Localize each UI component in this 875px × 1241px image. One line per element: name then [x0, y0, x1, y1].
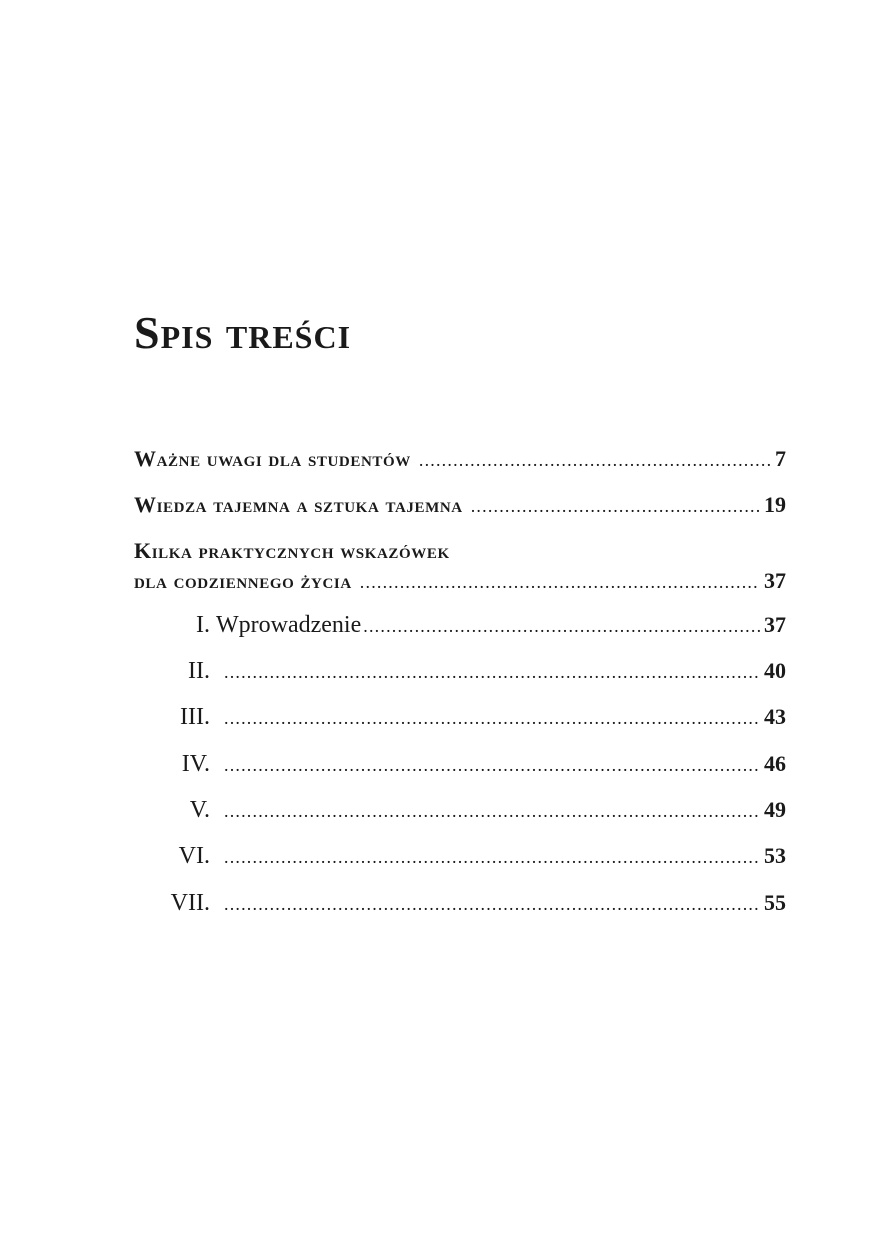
toc-entry[interactable]	[134, 568, 786, 594]
toc-page-number: 53	[764, 843, 786, 868]
toc-subentry[interactable]	[134, 843, 786, 870]
dot-leader	[419, 450, 771, 471]
toc-page-number: 37	[764, 568, 786, 593]
dot-leader	[471, 496, 760, 517]
toc-page-number: 37	[764, 612, 786, 637]
toc-entry[interactable]	[134, 492, 786, 518]
toc-subentry[interactable]	[134, 751, 786, 778]
toc-subentry[interactable]	[134, 612, 786, 639]
dot-leader	[224, 662, 760, 683]
toc-entry-label-line2: dla codziennego życia	[134, 568, 352, 593]
dot-leader	[224, 801, 760, 822]
roman-numeral: II.	[188, 658, 210, 684]
dot-leader	[224, 755, 760, 776]
toc-page-number: 7	[775, 446, 786, 471]
toc-page-number: 55	[764, 890, 786, 915]
dot-leader	[224, 708, 760, 729]
toc-entry-label: Wiedza tajemna a sztuka tajemna	[134, 492, 463, 517]
toc-subentry[interactable]	[134, 797, 786, 824]
toc-page-number: 43	[764, 704, 786, 729]
toc-page-number: 19	[764, 492, 786, 517]
toc-page-number: 46	[764, 751, 786, 776]
roman-numeral: I.	[196, 612, 210, 638]
dot-leader	[224, 847, 760, 868]
toc-subentry[interactable]	[134, 704, 786, 731]
roman-numeral: VII.	[170, 890, 210, 916]
toc-entry[interactable]	[134, 446, 786, 472]
toc-entry-label-line1: Kilka praktycznych wskazówek	[134, 538, 450, 563]
roman-numeral: IV.	[181, 751, 210, 777]
dot-leader	[360, 572, 760, 593]
dot-leader	[363, 616, 760, 637]
roman-numeral: III.	[180, 704, 210, 730]
toc-subentry[interactable]	[134, 890, 786, 917]
dot-leader	[224, 894, 760, 915]
toc-page-number: 49	[764, 797, 786, 822]
toc-subentry[interactable]	[134, 658, 786, 685]
page-title: Spis treści	[134, 307, 352, 358]
roman-numeral: VI.	[178, 843, 210, 869]
roman-numeral: V.	[189, 797, 210, 823]
toc-page-number: 40	[764, 658, 786, 683]
subentry-title: Wprowadzenie	[216, 612, 362, 638]
toc-entry-label: Ważne uwagi dla studentów	[134, 446, 411, 471]
